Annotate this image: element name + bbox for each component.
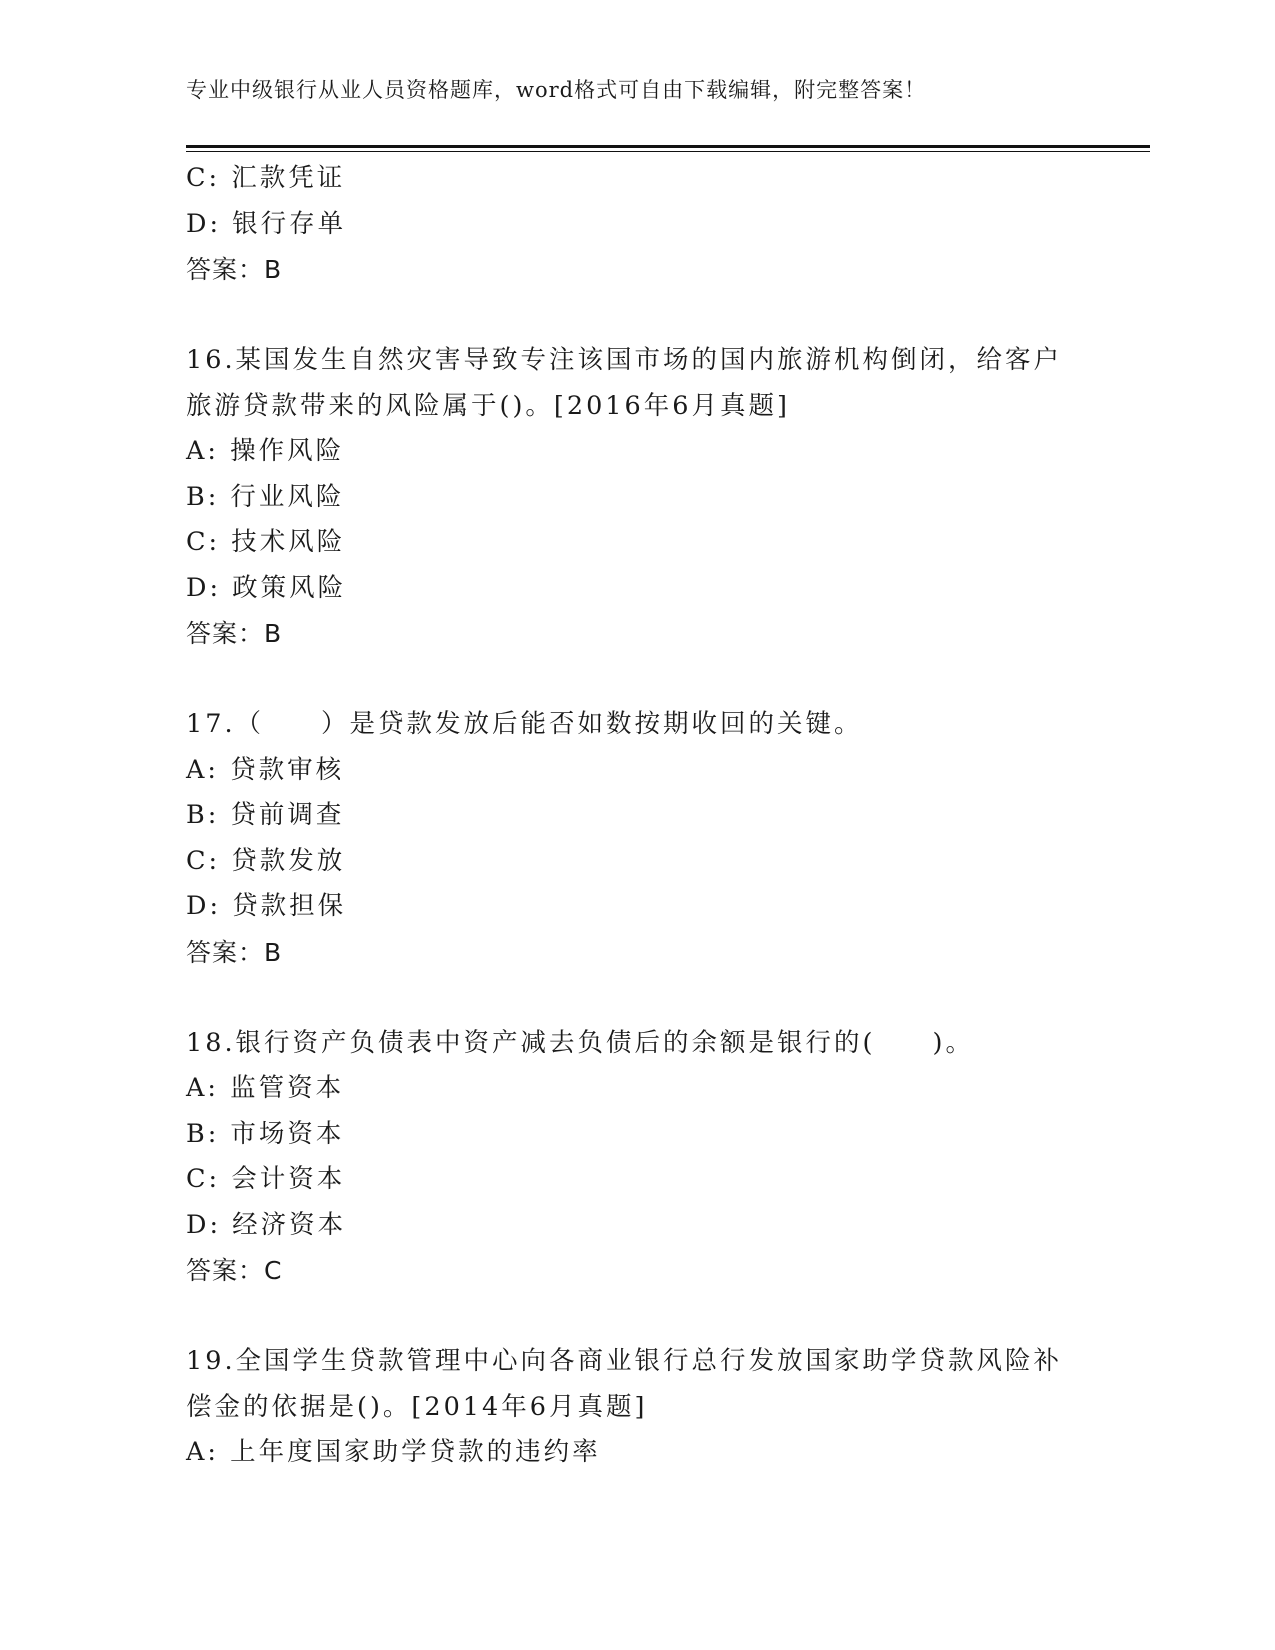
option-a: A: 上年度国家助学贷款的违约率 xyxy=(186,1437,601,1467)
option-a: A: 贷款审核 xyxy=(186,754,345,785)
question-19 xyxy=(186,1339,1086,1476)
header-rule-thick xyxy=(186,145,1150,148)
question-17 xyxy=(186,702,1086,975)
header-rule-thin xyxy=(186,151,1150,152)
option-b: B: 贷前调查 xyxy=(186,800,345,830)
answer-line: 答案：C xyxy=(186,1256,283,1285)
answer-line: 答案：B xyxy=(186,619,283,648)
option-d: D: 银行存单 xyxy=(186,208,347,239)
question-stem: 旅游贷款带来的风险属于()。[2016年6月真题] xyxy=(186,390,790,421)
option-c: C: 汇款凭证 xyxy=(186,163,346,193)
question-16 xyxy=(186,338,1086,657)
answer-line: 答案：B xyxy=(186,937,283,967)
page-header: 专业中级银行从业人员资格题库，word格式可自由下载编辑，附完整答案！ xyxy=(186,78,927,102)
option-b: B: 行业风险 xyxy=(186,481,345,512)
option-c: C: 贷款发放 xyxy=(186,845,346,876)
option-b: B: 市场资本 xyxy=(186,1118,345,1149)
option-d: D: 贷款担保 xyxy=(186,891,347,921)
question-18 xyxy=(186,1021,1086,1294)
option-a: A: 监管资本 xyxy=(186,1073,345,1103)
answer-line: 答案：B xyxy=(186,255,283,284)
question-stem: 18.银行资产负债表中资产减去负债后的余额是银行的( )。 xyxy=(186,1027,974,1058)
question-stem: 19.全国学生贷款管理中心向各商业银行总行发放国家助学贷款风险补 xyxy=(186,1346,1063,1376)
option-c: C: 会计资本 xyxy=(186,1164,346,1194)
option-d: D: 经济资本 xyxy=(186,1209,347,1240)
question-stem: 16.某国发生自然灾害导致专注该国市场的国内旅游机构倒闭，给客户 xyxy=(186,345,1063,375)
question-15-tail xyxy=(186,156,1086,293)
question-stem: 17.（ ）是贷款发放后能否如数按期收回的关键。 xyxy=(186,709,863,739)
option-a: A: 操作风险 xyxy=(186,436,345,466)
option-c: C: 技术风险 xyxy=(186,527,346,557)
option-d: D: 政策风险 xyxy=(186,572,347,603)
question-stem: 偿金的依据是()。[2014年6月真题] xyxy=(186,1391,648,1422)
question-content xyxy=(186,156,1086,1476)
